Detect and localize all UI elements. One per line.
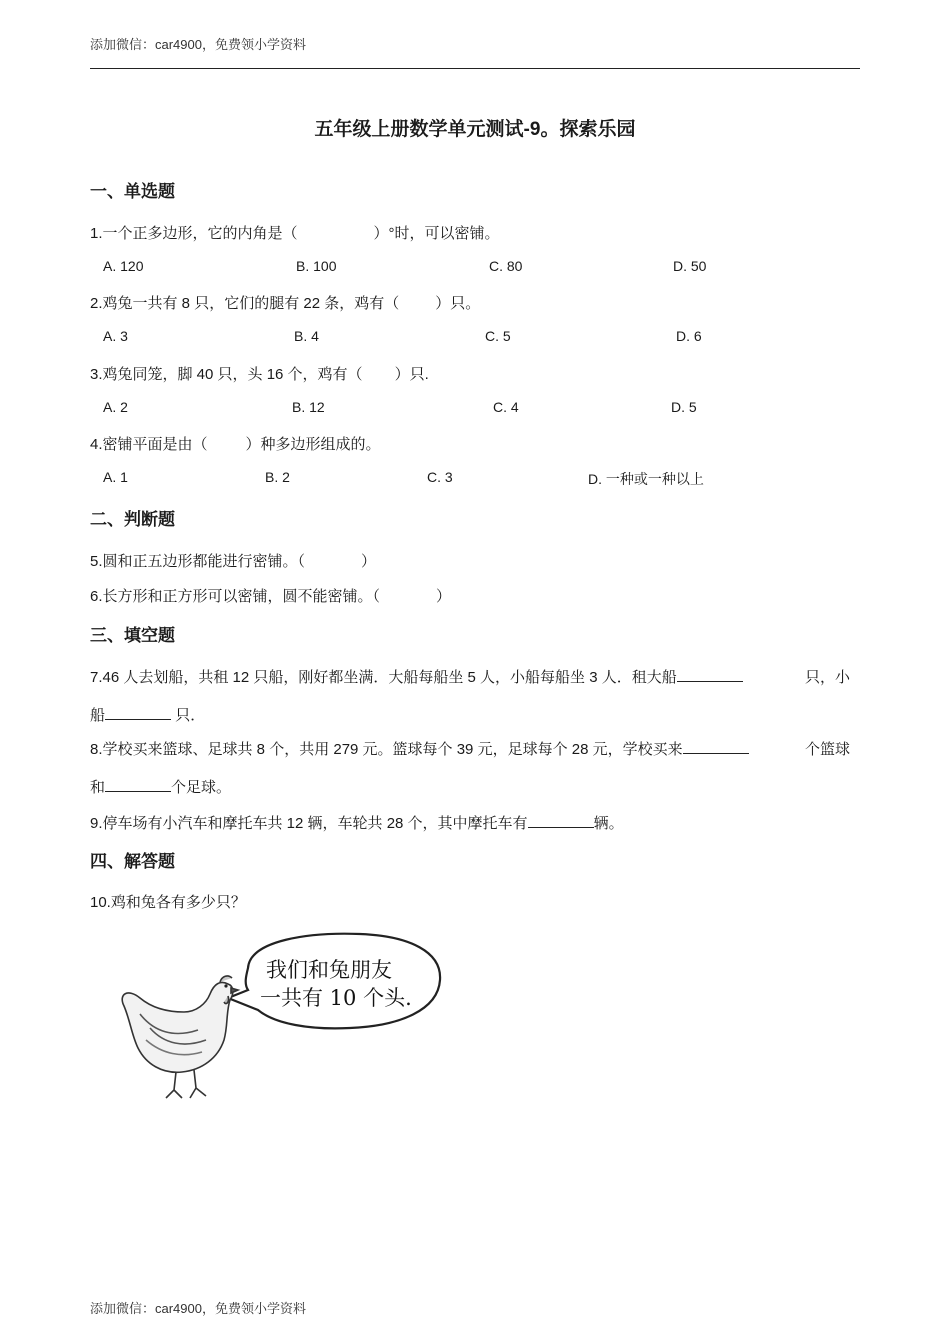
- question-10: 10.鸡和兔各有多少只？: [90, 894, 246, 911]
- bubble-text-line-2: 一共有 10 个头.: [260, 986, 412, 1010]
- question-3-text-end: ）只.: [394, 366, 429, 383]
- question-2: [90, 292, 480, 313]
- option-2b[interactable]: B. 4: [294, 328, 319, 344]
- option-3b[interactable]: B. 12: [292, 399, 325, 415]
- question-9: [90, 812, 624, 833]
- question-7-line-1: [90, 666, 850, 687]
- question-8-text-mid: 个篮球: [804, 741, 850, 758]
- question-1-text-end: ）°时，可以密铺。: [373, 225, 500, 242]
- question-2-text: 2.鸡兔一共有 8 只，它们的腿有 22 条，鸡有（: [90, 295, 400, 312]
- page-title: 五年级上册数学单元测试-9。探索乐园: [314, 119, 636, 140]
- option-1b[interactable]: B. 100: [296, 258, 337, 274]
- question-8-text: 8.学校买来篮球、足球共 8 个，共用 279 元。篮球每个 39 元，足球每个 28 元，学校买来: [90, 741, 683, 758]
- question-7-text: 7.46 人去划船，共租 12 只船，刚好都坐满．大船每船坐 5 人，小船每船坐 3 人．租大船: [90, 669, 677, 686]
- option-4d[interactable]: D. 一种或一种以上: [588, 471, 704, 487]
- option-4b[interactable]: B. 2: [265, 469, 290, 485]
- question-9-text: 9.停车场有小汽车和摩托车共 12 辆，车轮共 28 个，其中摩托车有: [90, 815, 528, 832]
- question-4-text: 4.密铺平面是由（: [90, 436, 208, 453]
- question-7-text-mid: 只，小: [804, 669, 850, 686]
- question-6: [90, 585, 451, 606]
- question-8-line-1: [90, 738, 850, 759]
- question-7-line-2: [90, 704, 205, 725]
- answer-blank-8b[interactable]: [105, 777, 171, 792]
- question-2-text-end: ）只。: [435, 295, 481, 312]
- question-3-text: 3.鸡兔同笼，脚 40 只，头 16 个，鸡有（: [90, 366, 363, 383]
- question-6-text: 6.长方形和正方形可以密铺，圆不能密铺。（: [90, 588, 381, 605]
- question-6-text-end: ）: [436, 588, 452, 605]
- question-8-text-cont: 和: [90, 779, 106, 796]
- option-3d[interactable]: D. 5: [671, 399, 697, 415]
- question-8-text-end: 个足球。: [171, 779, 232, 796]
- option-4a[interactable]: A. 1: [103, 469, 128, 485]
- section-heading-1: 一、单选题: [90, 182, 175, 201]
- bubble-text-line-1: 我们和兔朋友: [266, 958, 392, 982]
- question-5: [90, 550, 376, 571]
- question-3: [90, 363, 429, 384]
- hen-icon: [122, 976, 238, 1098]
- answer-blank-9[interactable]: [528, 813, 594, 828]
- option-1d[interactable]: D. 50: [673, 258, 707, 274]
- question-5-text: 5.圆和正五边形都能进行密铺。（: [90, 553, 306, 570]
- section-heading-3: 三、填空题: [90, 626, 175, 645]
- question-8-line-2: [90, 776, 231, 797]
- option-3c[interactable]: C. 4: [493, 399, 519, 415]
- option-1a[interactable]: A. 120: [103, 258, 144, 274]
- question-1: [90, 222, 500, 243]
- option-4c[interactable]: C. 3: [427, 469, 453, 485]
- option-1c[interactable]: C. 80: [489, 258, 523, 274]
- page-footer: 添加微信：car4900，免费领小学资料: [90, 1301, 306, 1316]
- question-1-text: 1.一个正多边形，它的内角是（: [90, 225, 298, 242]
- section-heading-4: 四、解答题: [90, 852, 175, 871]
- question-9-text-end: 辆。: [593, 815, 624, 832]
- option-2d[interactable]: D. 6: [676, 328, 702, 344]
- answer-blank-8a[interactable]: [683, 739, 749, 754]
- option-3a[interactable]: A. 2: [103, 399, 128, 415]
- answer-blank-7a[interactable]: [677, 667, 743, 682]
- page-header: 添加微信：car4900，免费领小学资料: [90, 37, 306, 52]
- question-4-text-end: ）种多边形组成的。: [245, 436, 381, 453]
- option-2a[interactable]: A. 3: [103, 328, 128, 344]
- question-4: [90, 433, 381, 454]
- answer-blank-7b[interactable]: [105, 705, 171, 720]
- question-7-text-cont: 船: [90, 707, 106, 724]
- option-2c[interactable]: C. 5: [485, 328, 511, 344]
- header-rule: [90, 68, 860, 69]
- question-5-text-end: ）: [361, 553, 377, 570]
- question-7-text-end: 只．: [175, 707, 206, 724]
- section-heading-2: 二、判断题: [90, 510, 175, 529]
